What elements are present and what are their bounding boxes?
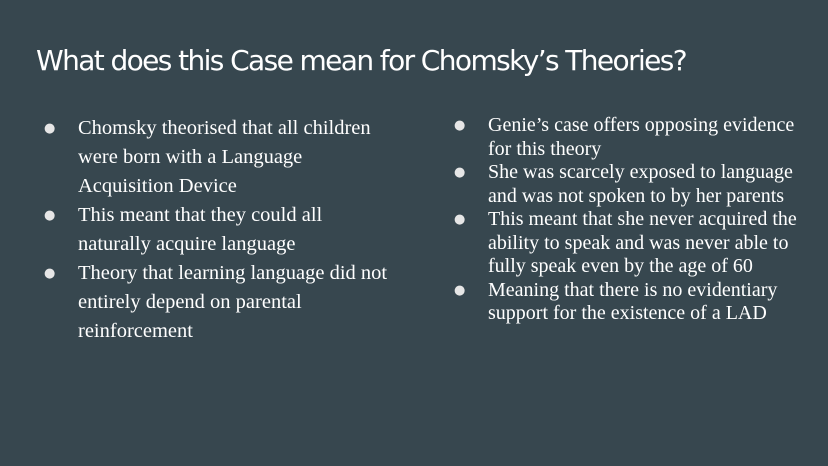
bullet-dot-icon: ● <box>44 266 56 281</box>
bullet-dot-icon: ● <box>454 165 466 180</box>
bullet-text: This meant that they could all naturally acquire language <box>78 204 323 255</box>
bullet-text: Chomsky theorised that all children were born with a Language Acquisition Device <box>78 117 371 197</box>
bullet-item <box>40 114 392 201</box>
bullet-text: Theory that learning language did not entirely depend on parental reinforcement <box>78 262 388 342</box>
bullet-dot-icon: ● <box>454 118 466 133</box>
bullet-dot-icon: ● <box>454 282 466 298</box>
bullet-dot-icon: ● <box>44 208 56 223</box>
bullet-item <box>450 161 810 208</box>
bullet-text: She was scarcely exposed to language and was not spoken to by her parents <box>488 161 793 207</box>
bullet-dot-icon: ● <box>44 121 56 136</box>
right-bullet-list <box>450 114 810 326</box>
bullet-text: Genie’s case offers opposing evidence for this theory <box>488 114 795 160</box>
bullet-text: Meaning that there is no evidentiary support for the existence of a LAD <box>488 278 778 324</box>
bullet-dot-icon: ● <box>454 212 466 227</box>
slide-title: What does this Case mean for Chomsky’s Theories? <box>36 44 687 77</box>
bullet-item <box>450 114 810 161</box>
bullet-item <box>40 259 392 346</box>
bullet-item <box>40 201 392 259</box>
bullet-item <box>450 208 810 279</box>
bullet-text: This meant that she never acquired the ability to speak and was never able to fully speak even by the age of 60 <box>488 208 797 277</box>
bullet-item <box>450 279 810 326</box>
left-bullet-list <box>40 114 392 346</box>
